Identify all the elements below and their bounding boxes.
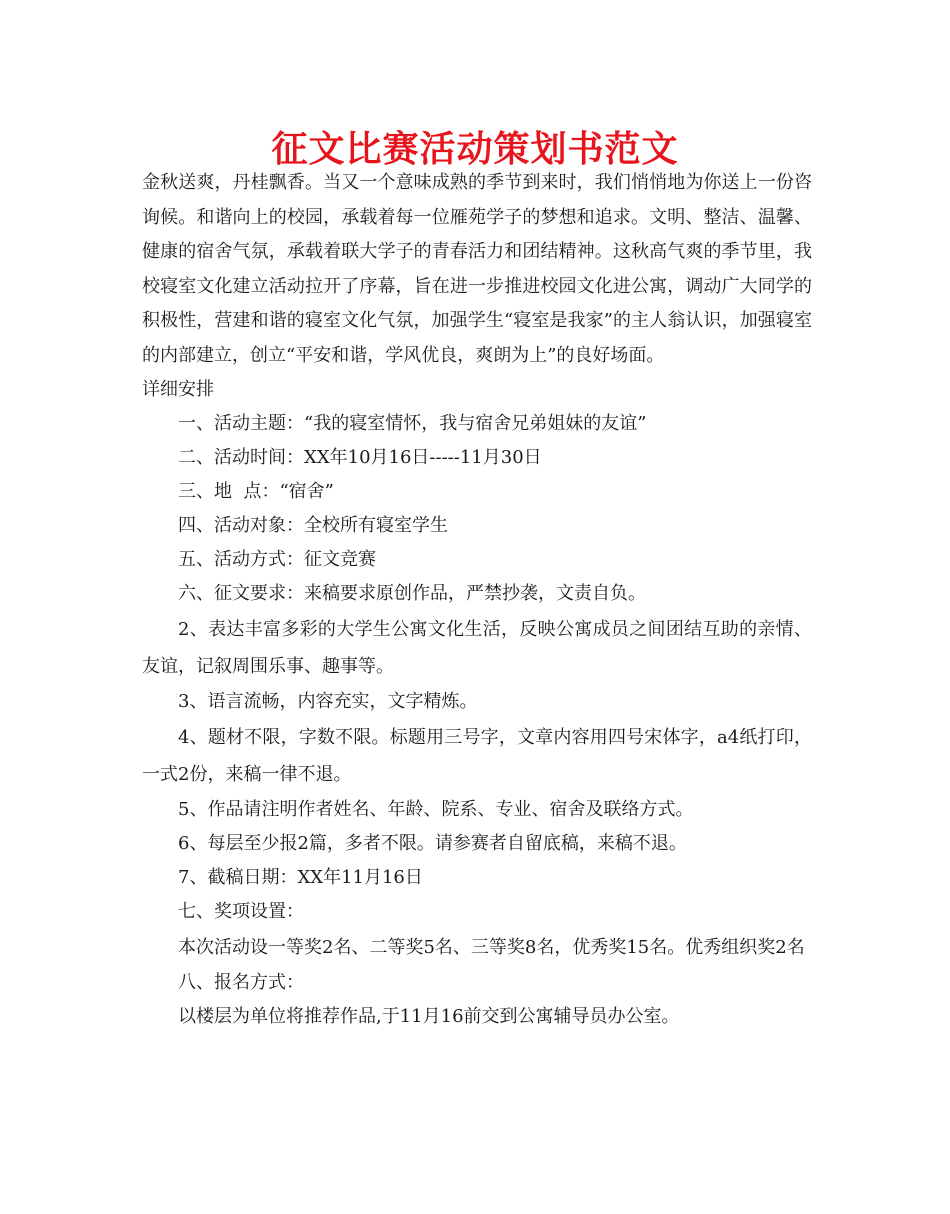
requirement-3: 3、语言流畅，内容充实，文字精炼。 — [178, 691, 478, 712]
document-body — [142, 166, 812, 1034]
requirement-2: 2、表达丰富多彩的大学生公寓文化生活，反映公寓成员之间团结互助的亲情、友谊，记叙周围乐事、趣事等。 — [142, 619, 812, 677]
item-theme: 一、活动主题：“我的寝室情怀，我与宿舍兄弟姐妹的友谊” — [178, 413, 647, 434]
awards-text: 本次活动设一等奖2名、二等奖5名、三等奖8名，优秀奖15名。优秀组织奖2名 — [178, 937, 805, 958]
item-time: 二、活动时间：XX年10月16日-----11月30日 — [178, 447, 542, 468]
item-method: 五、活动方式：征文竞赛 — [178, 549, 376, 570]
item-target: 四、活动对象：全校所有寝室学生 — [178, 515, 448, 536]
item-awards: 七、奖项设置： — [178, 901, 304, 922]
document-title: 征文比赛活动策划书范文 — [271, 129, 679, 170]
requirement-4: 4、题材不限，字数不限。标题用三号字，文章内容用四号宋体字，a4纸打印，一式2份，来稿一律不退。 — [142, 727, 812, 785]
item-place: 三、地 点：“宿舍” — [178, 481, 334, 502]
requirement-5: 5、作品请注明作者姓名、年龄、院系、专业、宿舍及联络方式。 — [178, 799, 694, 820]
requirement-7: 7、截稿日期：XX年11月16日 — [178, 867, 423, 888]
item-signup: 八、报名方式： — [178, 972, 304, 993]
signup-text: 以楼层为单位将推荐作品,于11月16前交到公寓辅导员办公室。 — [178, 1006, 680, 1027]
section-heading: 详细安排 — [142, 379, 214, 400]
item-requirements: 六、征文要求：来稿要求原创作品，严禁抄袭，文责自负。 — [178, 583, 646, 604]
requirement-6: 6、每层至少报2篇，多者不限。请参赛者自留底稿，来稿不退。 — [178, 833, 687, 854]
intro-paragraph: 金秋送爽，丹桂飘香。当又一个意味成熟的季节到来时，我们悄悄地为你送上一份咨询候。和谐向上的校园，承载着每一位雁苑学子的梦想和追求。文明、整洁、温馨、健康的宿舍气氛，承载着联大学子的青春活力和团结精神。这秋高气爽的季节里，我校寝室文化建立活动拉开了序幕，旨在进一步推进校园文化进公寓，调动广大同学的积极性，营建和谐的寝室文化气氛，加强学生“寝室是我家”的主人翁认识，加强寝室的内部建立，创立“平安和谐，学风优良，爽朗为上”的良好场面。 — [142, 172, 812, 366]
